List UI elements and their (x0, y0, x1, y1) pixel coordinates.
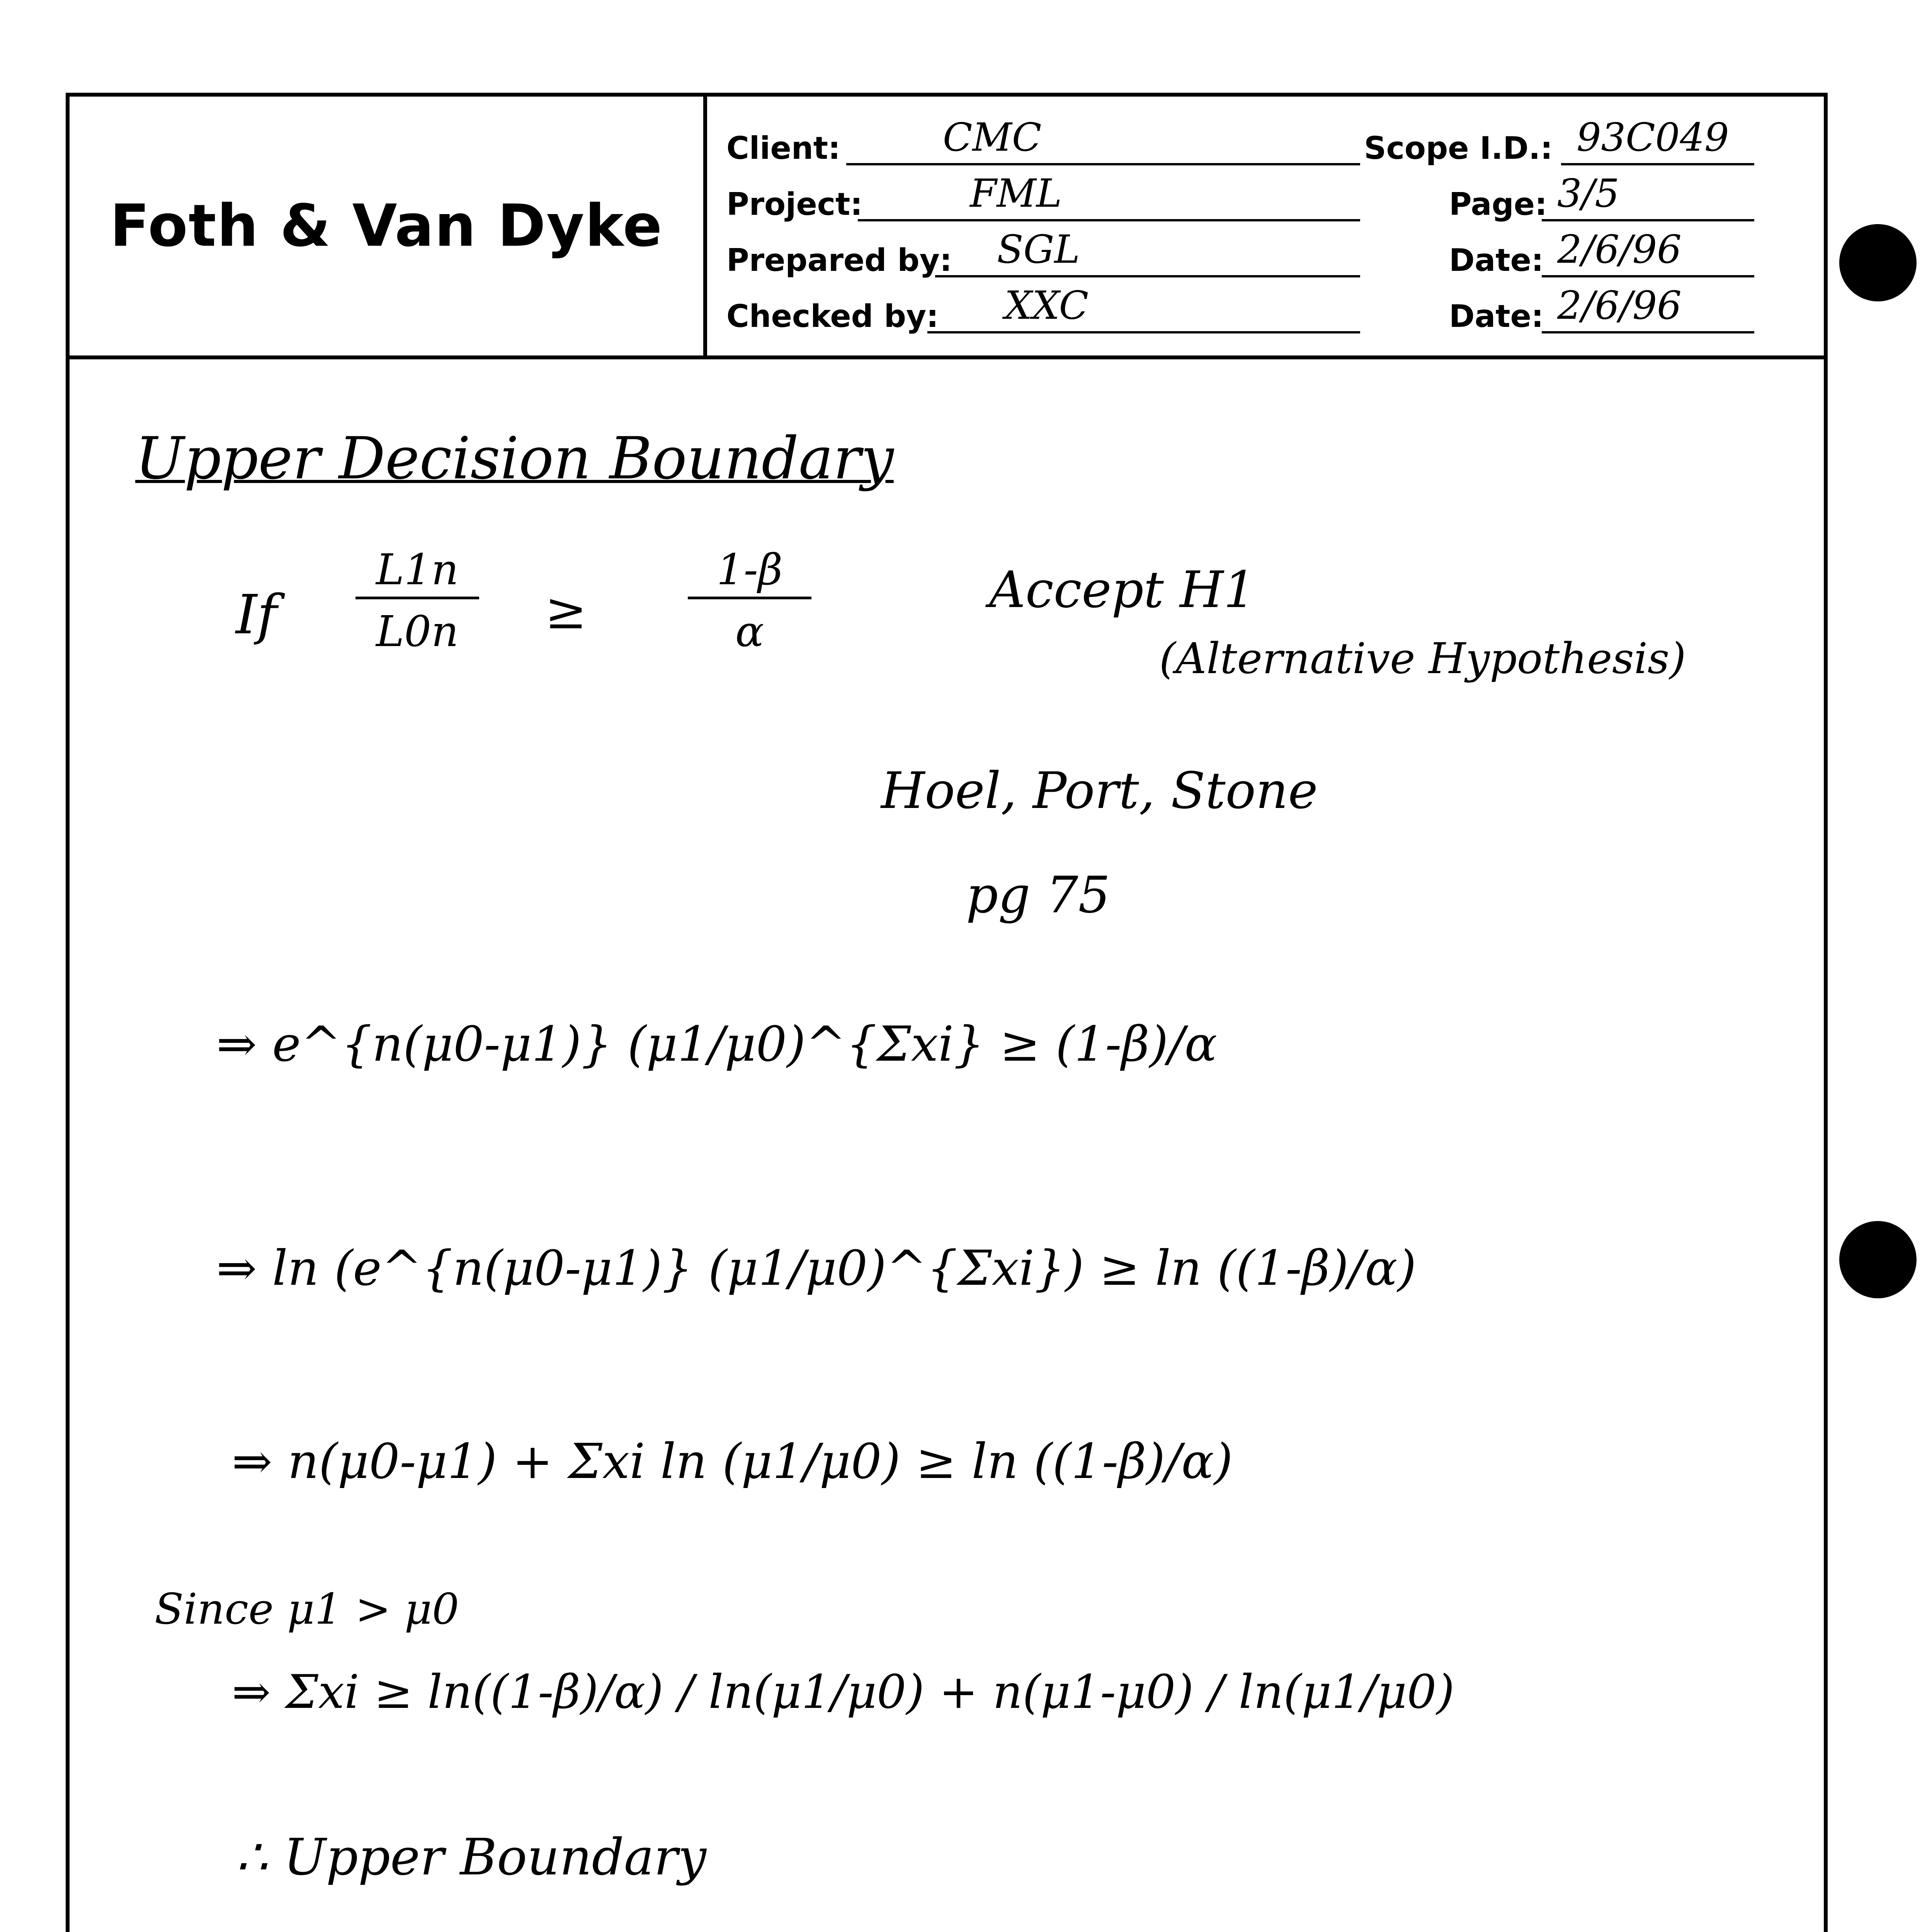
header-fields (726, 115, 1808, 352)
prepared-value: SGL (997, 227, 1080, 272)
ratio-denominator: α (735, 607, 764, 656)
client-value: CMC (943, 115, 1042, 160)
section-title: Upper Decision Boundary (135, 425, 894, 492)
binder-hole-top (1839, 224, 1917, 301)
document-sheet (66, 93, 1828, 1932)
date2-line (1542, 331, 1754, 333)
client-line (846, 163, 1360, 165)
checked-label: Checked by: (726, 298, 939, 334)
prepared-label: Prepared by: (726, 242, 952, 278)
page-line (1542, 219, 1754, 221)
project-value: FML (970, 171, 1062, 216)
scope-label: Scope I.D.: (1364, 130, 1553, 166)
project-line (858, 219, 1360, 221)
since-condition: Since μ1 > μ0 (155, 1584, 459, 1634)
ratio-numerator: 1-β (688, 545, 811, 599)
therefore-upper-boundary: ∴ Upper Boundary (236, 1828, 706, 1886)
scope-line (1561, 163, 1754, 165)
accept-text: Accept H1 (989, 560, 1256, 619)
reference-authors: Hoel, Port, Stone (881, 761, 1318, 820)
date1-line (1542, 275, 1754, 277)
date2-label: Date: (1449, 298, 1544, 334)
client-row (726, 115, 1808, 170)
page-value: 3/5 (1557, 171, 1619, 216)
page-label: Page: (1449, 186, 1547, 222)
company-name: Foth & Van Dyke (70, 97, 707, 355)
derivation-step-2: ⇒ ln (e^{n(μ0-μ1)} (μ1/μ0)^{Σxi}) ≥ ln ((1-β)/α) (216, 1240, 1417, 1296)
header-block (70, 97, 1824, 359)
if-word: If (236, 583, 277, 646)
checked-value: XXC (1005, 283, 1089, 328)
alternative-hypothesis: (Alternative Hypothesis) (1159, 634, 1686, 683)
derivation-step-3: ⇒ n(μ0-μ1) + Σxi ln (μ1/μ0) ≥ ln ((1-β)/α) (232, 1434, 1233, 1490)
checked-line (927, 331, 1360, 333)
derivation-step-1: ⇒ e^{n(μ0-μ1)} (μ1/μ0)^{Σxi} ≥ (1-β)/α (216, 1016, 1217, 1072)
project-label: Project: (726, 186, 863, 222)
prepared-line (935, 275, 1360, 277)
date1-value: 2/6/96 (1557, 227, 1682, 272)
prepared-row (726, 227, 1808, 282)
client-label: Client: (726, 130, 840, 166)
date1-label: Date: (1449, 242, 1544, 278)
likelihood-denominator: L0n (376, 607, 459, 656)
derivation-step-4: ⇒ Σxi ≥ ln((1-β)/α) / ln(μ1/μ0) + n(μ1-μ0) / ln(μ1/μ0) (232, 1665, 1455, 1719)
likelihood-numerator: L1n (355, 545, 479, 599)
project-row (726, 171, 1808, 226)
binder-hole-middle (1839, 1221, 1917, 1298)
scope-value: 93C049 (1577, 115, 1729, 160)
date2-value: 2/6/96 (1557, 283, 1682, 328)
checked-row (726, 283, 1808, 338)
reference-page: pg 75 (966, 866, 1111, 924)
geq-symbol: ≥ (545, 582, 587, 640)
